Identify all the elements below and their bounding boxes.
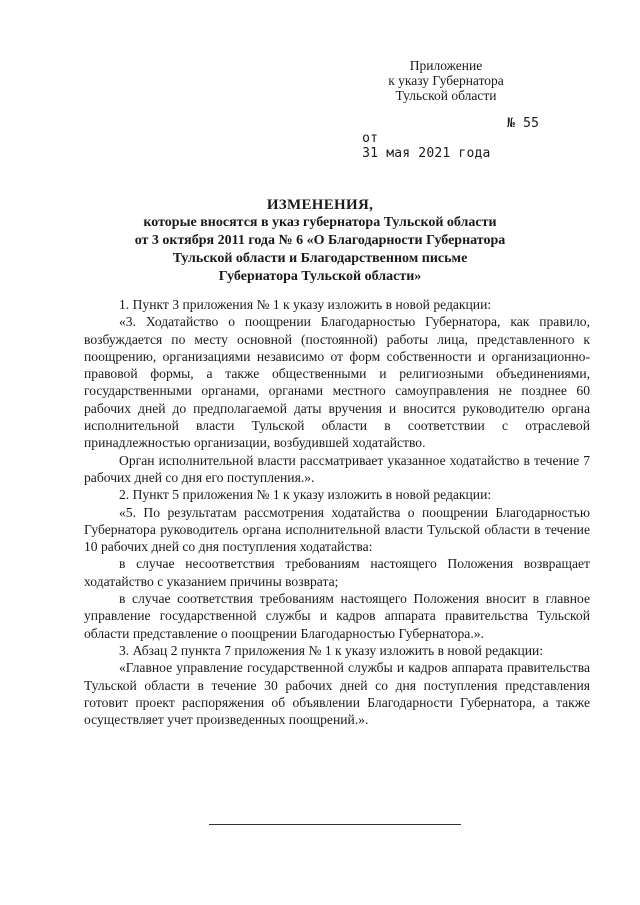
appendix-line: Приложение [409, 58, 483, 73]
title-line: Губернатора Тульской области» [218, 269, 422, 284]
decree-date-line [330, 116, 540, 191]
document-title [92, 196, 548, 286]
date-prefix: от [362, 131, 379, 146]
title-line: от 3 октября 2011 года № 6 «О Благодарности Губернатора [134, 233, 506, 248]
number-label: № [507, 116, 516, 131]
appendix-line: к указу Губернатора [388, 73, 504, 88]
title-line: которые вносятся в указ губернатора Тульской области [143, 215, 497, 230]
appendix-line: Тульской области [395, 88, 497, 103]
paragraph: в случае несоответствия требованиям настоящего Положения возвращает ходатайство с указанием причины возврата; [84, 556, 590, 589]
appendix-header [346, 58, 546, 103]
paragraph: в случае соответствия требованиям настоящего Положения вносит в главное управление государственной службы и кадров аппарата правительства Тульской области представление о поощрении Благодарностью Губернатора.». [84, 591, 590, 641]
paragraph: «5. По результатам рассмотрения ходатайства о поощрении Благодарностью Губернатора руководитель органа исполнительной власти Тульской области в течение 10 рабочих дней со дня поступления ходатайства: [84, 504, 590, 555]
paragraph: Орган исполнительной власти рассматривает указанное ходатайство в течение 7 рабочих дней со дня его поступления.». [84, 452, 590, 485]
paragraph: 2. Пункт 5 приложения № 1 к указу изложить в новой редакции: [119, 487, 492, 503]
number-value: 55 [523, 116, 540, 131]
decree-number [507, 116, 539, 131]
title-heading: ИЗМЕНЕНИЯ, [266, 197, 374, 213]
paragraph: «Главное управление государственной службы и кадров аппарата правительства Тульской области в течение 30 рабочих дней со дня поступления представления готовит проект распоряжения об объявлении Благодарности Губернатора, а также осуществляет учет произведенных поощрений.». [84, 660, 590, 728]
paragraph: 3. Абзац 2 пункта 7 приложения № 1 к указу изложить в новой редакции: [119, 642, 544, 658]
document-body [84, 296, 590, 728]
decree-date: 31 мая 2021 года [362, 146, 491, 161]
title-line: Тульской области и Благодарственном письме [172, 251, 468, 266]
closing-divider [209, 824, 461, 825]
paragraph: 1. Пункт 3 приложения № 1 к указу изложить в новой редакции: [119, 297, 492, 312]
paragraph: «3. Ходатайство о поощрении Благодарностью Губернатора, как правило, возбуждается по месту основной (постоянной) работы лица, представленного к поощрению, организациями независимо от форм собственности и организационно-правовой формы, а также общественными и религиозными объединениями, государственными органами, органами местного самоуправления не позднее 60 рабочих дней до предполагаемой даты вручения и вносится руководителю органа исполнительной власти Тульской области в соответствии с отраслевой принадлежностью организации, возбудившей ходатайство. [84, 314, 590, 451]
